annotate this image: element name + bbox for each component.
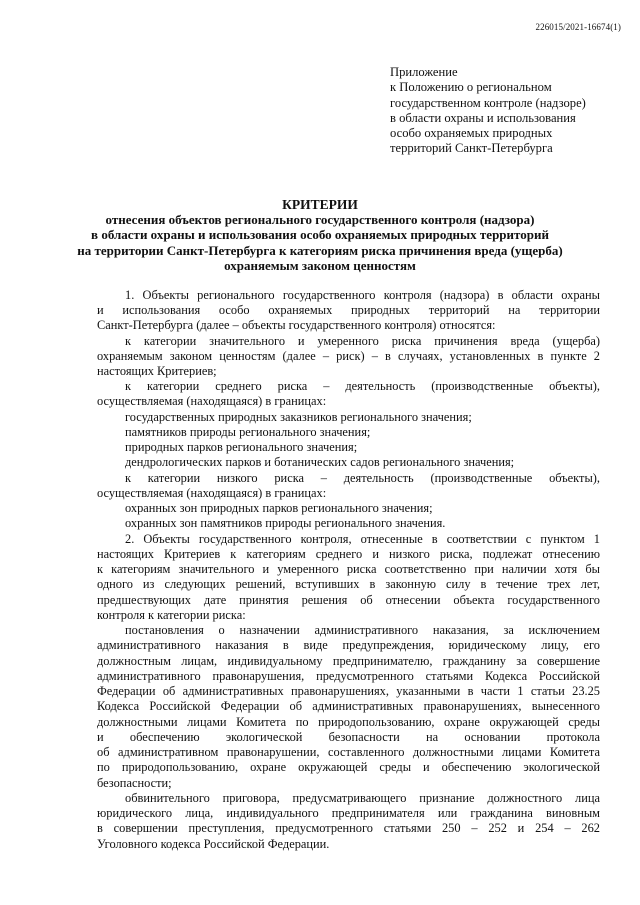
body-line: об административном правонарушении, составленного должностными лицами Комитета	[97, 745, 600, 759]
body-line: природных парков регионального значения;	[125, 440, 358, 454]
body-line: к категории среднего риска – деятельность (производственные объекты),	[125, 379, 600, 393]
appendix-note	[390, 65, 625, 157]
body-line: по природопользованию, охране окружающей среды и обеспечению экологической	[97, 760, 600, 774]
body-line: Уголовного кодекса Российской Федерации.	[97, 837, 330, 851]
appendix-line: государственном контроле (надзоре)	[390, 95, 586, 110]
body-line: охранных зон природных парков регионального значения;	[125, 501, 433, 515]
body-line: должностным лицам, индивидуальному предпринимателю, гражданину за совершение	[97, 654, 600, 668]
body-line: настоящих Критериев;	[97, 364, 217, 378]
body-line: осуществляемая (находящаяся) в границах:	[97, 486, 327, 500]
body-line: безопасности;	[97, 776, 172, 790]
body-line: осуществляемая (находящаяся) в границах:	[97, 394, 327, 408]
body-line: охранных зон памятников природы регионального значения.	[125, 516, 446, 530]
document-subtitle	[60, 212, 580, 274]
title-heading: КРИТЕРИИ	[282, 197, 358, 212]
body-line: Федерации об административных правонарушениях, указанными в части 1 статьи 23.25	[97, 684, 600, 698]
body-line: дендрологических парков и ботанических садов регионального значения;	[125, 455, 515, 469]
body-line: памятников природы регионального значения;	[125, 425, 371, 439]
body-line: и использования особо охраняемых природных территорий на территории	[97, 303, 600, 317]
document-title	[60, 197, 580, 212]
body-line: к категории значительного и умеренного риска причинения вреда (ущерба)	[125, 334, 600, 348]
body-line: контроля к категории риска:	[97, 608, 246, 622]
body-line: и обеспечению экологической безопасности на основании протокола	[97, 730, 600, 744]
body-line: обвинительного приговора, предусматривающего признание должностного лица	[125, 791, 600, 805]
subtitle-line: охраняемым законом ценностям	[224, 258, 416, 274]
body-line: к категориям значительного и умеренного риска соответственно при наличии хотя бы	[97, 562, 600, 576]
body-line: государственных природных заказников регионального значения;	[125, 410, 472, 424]
body-line: в совершении преступления, предусмотренного статьями 250 – 252 и 254 – 262	[97, 821, 600, 835]
body-line: административного наказания в виде предупреждения, юридическому лицу, его	[97, 638, 600, 652]
appendix-line: в области охраны и использования	[390, 110, 576, 125]
body-line: 2. Объекты государственного контроля, отнесенные в соответствии с пунктом 1	[125, 532, 600, 546]
body-line: юридического лица, индивидуального предпринимателя или гражданина виновным	[97, 806, 600, 820]
body-line: административного правонарушения, предусмотренного статьями Кодекса Российской	[97, 669, 600, 683]
appendix-line: особо охраняемых природных	[390, 126, 553, 141]
body-line: 1. Объекты регионального государственного контроля (надзора) в области охраны	[125, 288, 600, 302]
subtitle-line: в области охраны и использования особо охраняемых природных территорий	[91, 227, 549, 243]
body-line: предшествующих дате принятия решения об отнесении объекта государственного	[97, 593, 600, 607]
subtitle-line: отнесения объектов регионального государственного контроля (надзора)	[105, 212, 535, 227]
body-line: Кодекса Российской Федерации об административных правонарушениях, вынесенного	[97, 699, 600, 713]
body-line: к категории низкого риска – деятельность (производственные объекты),	[125, 471, 600, 485]
body-line: настоящих Критериев к категориям среднего и низкого риска, подлежат отнесению	[97, 547, 600, 561]
body-line: охраняемым законом ценностям (далее – риск) – в случаях, установленных в пункте 2	[97, 349, 600, 363]
appendix-line: к Положению о региональном	[390, 80, 552, 95]
body-line: постановления о назначении административного наказания, за исключением	[125, 623, 600, 637]
appendix-line: Приложение	[390, 65, 458, 79]
body-line: Санкт-Петербурга (далее – объекты государственного контроля) относятся:	[97, 318, 496, 332]
appendix-line: территорий Санкт-Петербурга	[390, 141, 553, 156]
body-line: должностными лицами Комитета по природопользованию, охране окружающей среды	[97, 715, 600, 729]
document-number: 226015/2021-16674(1)	[535, 22, 621, 32]
subtitle-line: на территории Санкт-Петербурга к категориям риска причинения вреда (ущерба)	[77, 242, 563, 258]
body-line: одного из следующих решений, вступивших в законную силу в течение трех лет,	[97, 577, 600, 591]
